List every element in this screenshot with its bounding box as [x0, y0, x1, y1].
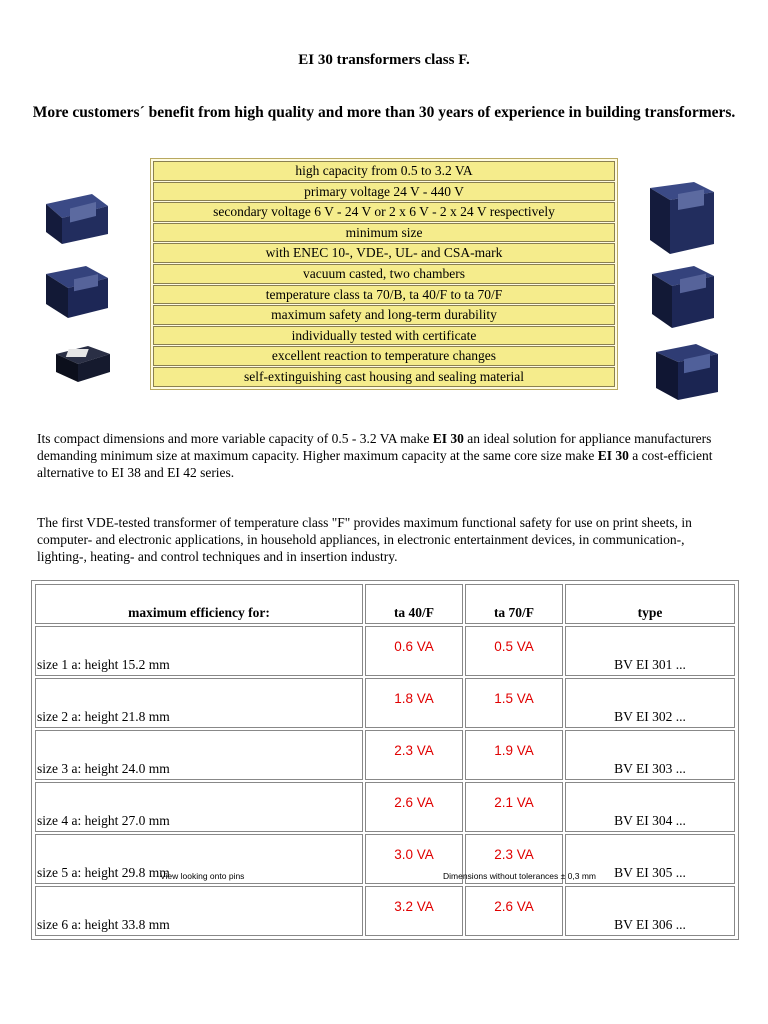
- feature-item: primary voltage 24 V - 440 V: [153, 182, 615, 202]
- cell-ta70: 2.1 VA: [465, 782, 563, 832]
- cell-size: size 2 a: height 21.8 mm: [35, 678, 363, 728]
- transformer-photo-left-1: [40, 190, 112, 248]
- feature-item: secondary voltage 6 V - 24 V or 2 x 6 V - 2 x 24 V respectively: [153, 202, 615, 222]
- intro-bold-1: EI 30: [432, 431, 464, 446]
- feature-list: [150, 158, 618, 390]
- cell-size: size 1 a: height 15.2 mm: [35, 626, 363, 676]
- header-type: type: [565, 584, 735, 624]
- intro-text-2: an ideal solution for appliance manufacturers demanding minimum size at maximum capacity. Higher maximum capacity at the same core size make: [37, 431, 712, 463]
- table-row: [35, 626, 735, 676]
- cell-ta40: 0.6 VA: [365, 626, 463, 676]
- transformer-photo-left-3: [52, 340, 114, 386]
- cell-type: BV EI 303 ...: [565, 730, 735, 780]
- table-row: [35, 730, 735, 780]
- page-subtitle: More customers´ benefit from high quality and more than 30 years of experience in building transformers.: [32, 104, 736, 121]
- feature-item: individually tested with certificate: [153, 326, 615, 346]
- feature-item: minimum size: [153, 223, 615, 243]
- feature-item: self-extinguishing cast housing and sealing material: [153, 367, 615, 387]
- feature-item: maximum safety and long-term durability: [153, 305, 615, 325]
- cell-type: BV EI 306 ...: [565, 886, 735, 936]
- cell-ta40: 1.8 VA: [365, 678, 463, 728]
- cell-type: BV EI 301 ...: [565, 626, 735, 676]
- table-row: [35, 886, 735, 936]
- specs-table: [31, 580, 739, 940]
- cell-size: size 5 a: height 29.8 mm: [35, 834, 363, 884]
- table-row: [35, 782, 735, 832]
- cell-size: size 6 a: height 33.8 mm: [35, 886, 363, 936]
- intro-bold-2: EI 30: [597, 448, 629, 463]
- table-row: [35, 678, 735, 728]
- footnote-pins: View looking onto pins: [160, 871, 245, 881]
- cell-ta70: 1.9 VA: [465, 730, 563, 780]
- cell-ta40: 2.3 VA: [365, 730, 463, 780]
- transformer-photo-right-1: [644, 178, 718, 258]
- intro-text-1: Its compact dimensions and more variable capacity of 0.5 - 3.2 VA make: [37, 431, 433, 446]
- transformer-photo-right-2: [648, 262, 718, 332]
- intro-paragraph: [37, 430, 737, 481]
- transformer-photo-right-3: [652, 340, 722, 404]
- feature-item: high capacity from 0.5 to 3.2 VA: [153, 161, 615, 181]
- table-row: [35, 834, 735, 884]
- feature-item: vacuum casted, two chambers: [153, 264, 615, 284]
- cell-ta40: 2.6 VA: [365, 782, 463, 832]
- header-ta70: ta 70/F: [465, 584, 563, 624]
- vde-paragraph: The first VDE-tested transformer of temperature class "F" provides maximum functional safety for use on print sheets, in computer- and electronic applications, in household appliances, in electronic entertainment devices, in communication-, lighting-, heating- and control techniques and in insertion industry.: [37, 515, 692, 564]
- cell-size: size 4 a: height 27.0 mm: [35, 782, 363, 832]
- header-ta40: ta 40/F: [365, 584, 463, 624]
- cell-ta70: 2.6 VA: [465, 886, 563, 936]
- footnote-tolerances: Dimensions without tolerances ± 0,3 mm: [443, 871, 597, 881]
- feature-item: excellent reaction to temperature changes: [153, 346, 615, 366]
- transformer-photo-left-2: [42, 262, 114, 322]
- cell-ta70: 2.3 VA: [465, 834, 563, 884]
- cell-size: size 3 a: height 24.0 mm: [35, 730, 363, 780]
- cell-type: BV EI 305 ...: [565, 834, 735, 884]
- intro-text-3: a cost-efficient alternative to EI 38 and EI 42 series.: [37, 448, 713, 480]
- cell-ta40: 3.2 VA: [365, 886, 463, 936]
- cell-type: BV EI 304 ...: [565, 782, 735, 832]
- cell-ta70: 1.5 VA: [465, 678, 563, 728]
- page-title: EI 30 transformers class F.: [298, 52, 470, 68]
- header-max-efficiency: maximum efficiency for:: [35, 584, 363, 624]
- cell-ta40: 3.0 VA: [365, 834, 463, 884]
- feature-item: with ENEC 10-, VDE-, UL- and CSA-mark: [153, 243, 615, 263]
- table-header-row: [35, 584, 735, 624]
- cell-ta70: 0.5 VA: [465, 626, 563, 676]
- cell-type: BV EI 302 ...: [565, 678, 735, 728]
- feature-item: temperature class ta 70/B, ta 40/F to ta 70/F: [153, 285, 615, 305]
